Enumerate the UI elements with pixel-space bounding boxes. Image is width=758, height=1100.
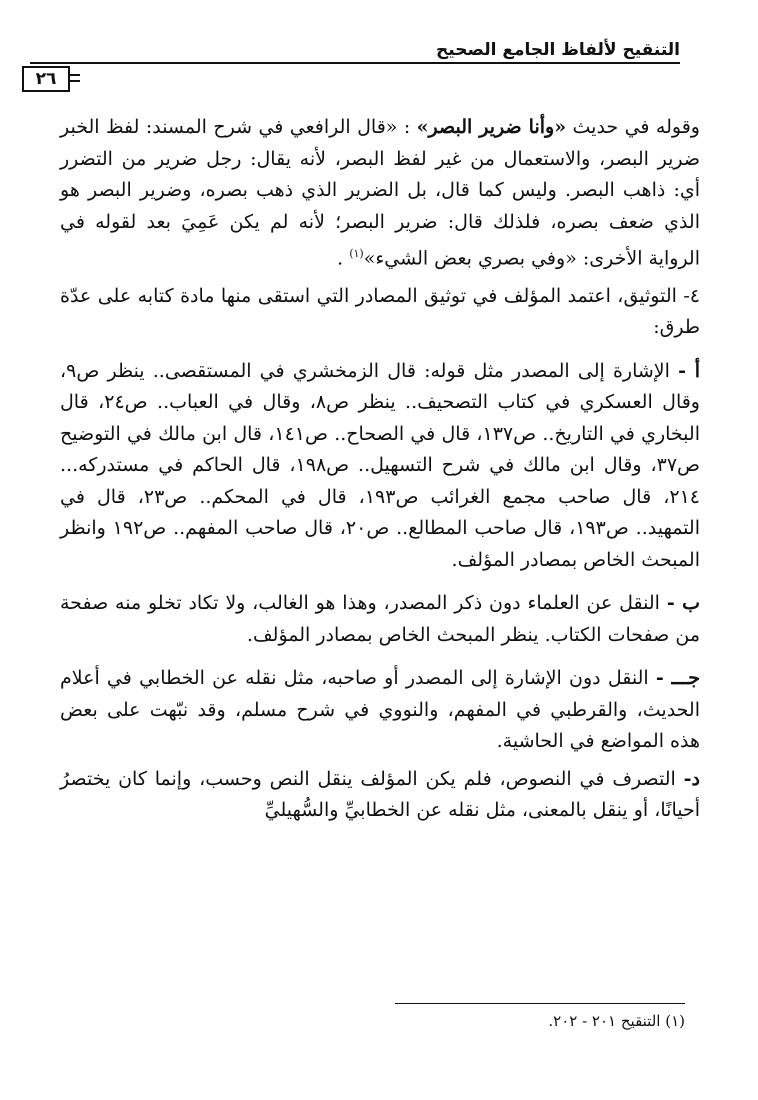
page-header [30, 38, 680, 88]
footnote-rule [395, 1003, 685, 1004]
header-rule-short [70, 80, 80, 82]
paragraph [60, 112, 700, 275]
list-marker: ب - [666, 592, 700, 615]
paragraph-text: : «قال الرافعي في شرح المسند: لفظ الخبر ضرير البصر، والاستعمال من غير لفظ البصر، لأنه يقال: رجل ضرير من التضرر أي: ذاهب البصر. وليس كما قال، بل الضرير الذي ذهب بصره، وضرير البصر هو الذي ضعف بصره، فلذلك قال: ضرير البصر؛ لأنه لم يكن عَمِيَ بعد لقوله في الرواية الأخرى: «وفي بصري بعض الشيء» [60, 116, 700, 270]
paragraph [60, 588, 700, 651]
list-marker: جـــ - [655, 667, 700, 690]
paragraph-text: الإشارة إلى المصدر مثل قوله: قال الزمخشري في المستقصى.. ينظر ص٩، وقال العسكري في كتاب التصحيف.. ينظر ص٨، وقال في العباب.. ص٢٤، قال البخاري في التاريخ.. ص١٣٧، قال في الصحاح.. ص١٤١، قال ابن مالك في التوضيح ص٣٧، وقال ابن مالك في شرح التسهيل.. ص١٩٨، قال الحاكم في مستدركه... ٢١٤، قال صاحب مجمع الغرائب ص١٩٣، قال في المحكم.. ص٢٣، قال في التمهيد.. ص١٩٣، قال صاحب المطالع.. ص٢٠، قال صاحب المفهم.. ص١٩٢ وانظر المبحث الخاص بمصادر المؤلف. [60, 359, 701, 571]
hadith-quote: «وأنا ضرير البصر» [416, 116, 567, 138]
header-rule-short [70, 74, 80, 76]
header-rule [30, 62, 680, 64]
page-number: ٢٦ [22, 66, 70, 92]
paragraph-text: وقوله في حديث [572, 116, 700, 138]
page-body [60, 112, 700, 827]
list-marker: د- [683, 767, 701, 790]
footnote: (١) التنقيح ٢٠١ - ٢٠٢. [548, 1012, 685, 1030]
paragraph [60, 764, 700, 827]
footnote-reference: (١) [349, 247, 364, 260]
paragraph-text: التصرف في النصوص، فلم يكن المؤلف ينقل النص وحسب، وإنما كان يختصرُ أحيانًا، أو ينقل بالمعنى، مثل نقله عن الخطابيِّ والسُّهيليِّ [60, 767, 700, 822]
paragraph-text: . [337, 247, 344, 270]
paragraph-text: النقل دون الإشارة إلى المصدر أو صاحبه، مثل نقله عن الخطابي في أعلام الحديث، والقرطبي في المفهم، والنووي في شرح مسلم، وقد نبّهت على بعض هذه المواضع في الحاشية. [60, 667, 700, 753]
list-marker: أ - [678, 359, 701, 382]
paragraph [60, 663, 700, 758]
paragraph [60, 356, 700, 577]
paragraph: ٤- التوثيق، اعتمد المؤلف في توثيق المصادر التي استقى منها مادة كتابه على عدّة طرق: [60, 284, 700, 339]
paragraph-text: النقل عن العلماء دون ذكر المصدر، وهذا هو الغالب، ولا تكاد تخلو منه صفحة من صفحات الكتاب. ينظر المبحث الخاص بمصادر المؤلف. [60, 592, 700, 646]
running-title: التنقيح لألفاظ الجامع الصحيح [436, 40, 680, 60]
